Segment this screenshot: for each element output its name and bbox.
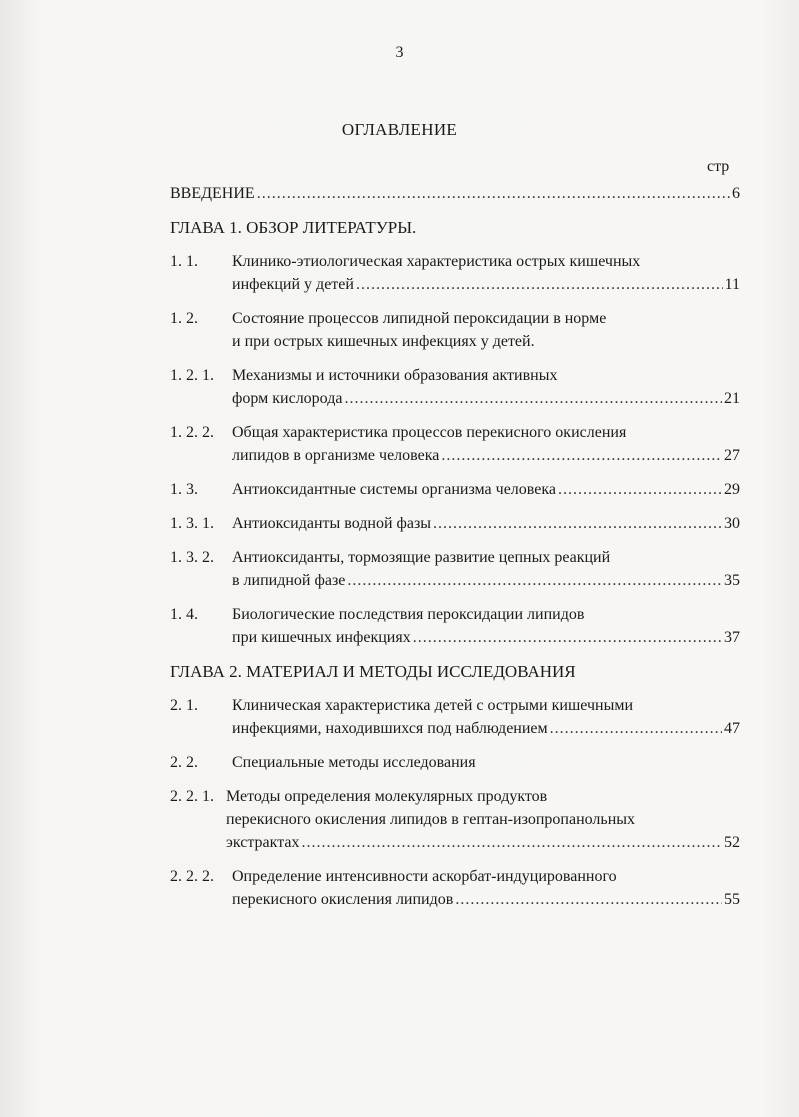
toc-entry-text: Общая характеристика процессов перекисного окисления (232, 424, 627, 441)
toc-entry-text: Клиническая характеристика детей с острыми кишечными (232, 697, 634, 714)
toc-entry-text: Состояние процессов липидной пероксидации в норме (232, 310, 607, 327)
toc-entry-text: ГЛАВА 1. ОБЗОР ЛИТЕРАТУРЫ. (170, 218, 417, 237)
toc-entry-intro (170, 182, 740, 205)
toc-entry-text: липидов в организме человека (232, 447, 440, 464)
toc-entry-number: 2. 2. (170, 754, 198, 771)
toc-entry-page: 29 (724, 481, 740, 498)
toc-entry-number: 2. 2. 1. (170, 788, 214, 805)
toc-entry-number: 2. 2. 2. (170, 868, 214, 885)
toc-entry-number: 1. 3. (170, 481, 198, 498)
toc-entry-text: Клинико-этиологическая характеристика острых кишечных (232, 253, 641, 270)
toc-entry-text: инфекциями, находившихся под наблюдением (232, 720, 548, 737)
toc-entry-1-3-1 (170, 512, 740, 535)
toc-entry-2-2-2 (170, 865, 740, 888)
toc-entry-page: 6 (732, 185, 740, 202)
toc-entry-2-1 (170, 694, 740, 717)
toc-entry-page: 21 (724, 390, 740, 407)
page-column-label: стр (707, 158, 730, 175)
toc-entry-page: 27 (724, 447, 740, 464)
toc-entry-text: экстрактах (226, 834, 300, 851)
toc-entry-text: Методы определения молекулярных продуктов (226, 788, 548, 805)
toc-entry-text: инфекций у детей (232, 276, 354, 293)
toc-entry-1-2 (170, 307, 740, 330)
toc-entry-number: 2. 1. (170, 697, 198, 714)
toc-entry-page: 37 (724, 629, 740, 646)
toc-entry-text: форм кислорода (232, 390, 343, 407)
toc-entry-number: 1. 3. 1. (170, 515, 214, 532)
toc-entry-number: 1. 2. 2. (170, 424, 214, 441)
toc-entry-text: Антиоксидантные системы организма человека (232, 481, 556, 498)
toc-entry-1-2-2 (170, 421, 740, 444)
table-of-contents (170, 182, 740, 911)
toc-entry-2-2 (170, 751, 740, 774)
toc-entry-page: 47 (724, 720, 740, 737)
toc-chapter-2 (170, 660, 740, 683)
toc-entry-1-4 (170, 603, 740, 626)
toc-entry-text: и при острых кишечных инфекциях у детей. (232, 333, 535, 350)
toc-entry-number: 1. 3. 2. (170, 549, 214, 566)
toc-entry-page: 30 (724, 515, 740, 532)
toc-entry-number: 1. 2. (170, 310, 198, 327)
toc-entry-number: 1. 1. (170, 253, 198, 270)
toc-entry-2-2-1 (170, 785, 740, 808)
toc-entry-page: 52 (724, 834, 740, 851)
toc-entry-text: Специальные методы исследования (232, 754, 476, 771)
toc-entry-text: Определение интенсивности аскорбат-индуцированного (232, 868, 617, 885)
toc-entry-number: 1. 2. 1. (170, 367, 214, 384)
toc-entry-page: 55 (724, 891, 740, 908)
toc-entry-text: Антиоксиданты водной фазы (232, 515, 432, 532)
toc-entry-text: Биологические последствия пероксидации липидов (232, 606, 585, 623)
page-title: ОГЛАВЛЕНИЕ (341, 120, 458, 139)
toc-entry-page: 35 (724, 572, 740, 589)
toc-entry-1-2-1 (170, 364, 740, 387)
toc-entry-1-1 (170, 250, 740, 273)
page-number: 3 (395, 44, 404, 61)
toc-entry-page: 11 (724, 276, 740, 293)
toc-entry-text: ГЛАВА 2. МАТЕРИАЛ И МЕТОДЫ ИССЛЕДОВАНИЯ (170, 662, 576, 681)
toc-entry-text: перекисного окисления липидов (232, 891, 454, 908)
toc-entry-text: в липидной фазе (232, 572, 346, 589)
toc-entry-1-3-2 (170, 546, 740, 569)
toc-entry-text: ВВЕДЕНИЕ (170, 185, 255, 202)
toc-entry-text: Антиоксиданты, тормозящие развитие цепных реакций (232, 549, 611, 566)
toc-entry-number: 1. 4. (170, 606, 198, 623)
toc-entry-1-3 (170, 478, 740, 501)
toc-entry-text: при кишечных инфекциях (232, 629, 411, 646)
toc-entry-text: Механизмы и источники образования активных (232, 367, 558, 384)
toc-chapter-1 (170, 216, 740, 239)
toc-entry-text: перекисного окисления липидов в гептан-изопропанольных (226, 811, 636, 828)
